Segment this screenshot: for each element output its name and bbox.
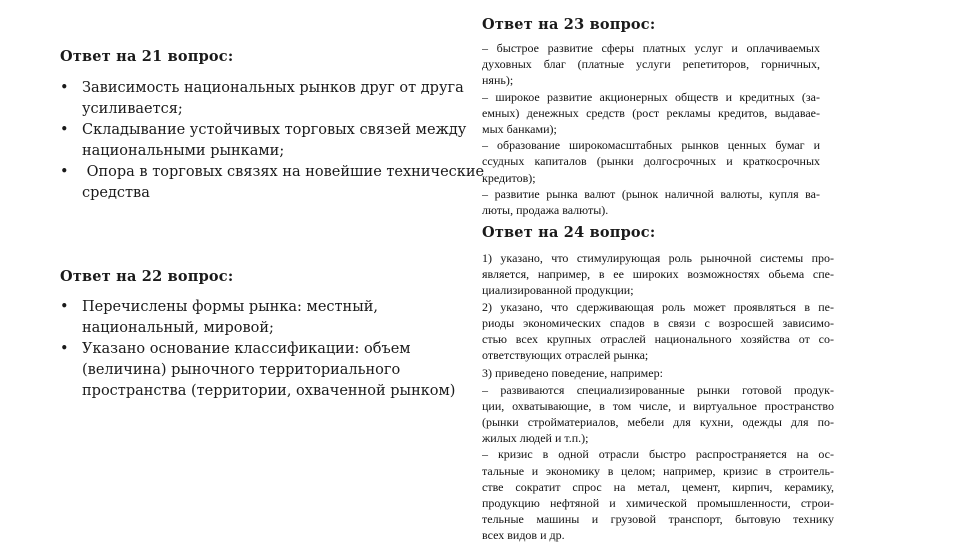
text-line: ции, охватывающие, в том числе, и виртуальное пространство xyxy=(482,398,834,413)
text-line: мых банками); xyxy=(482,122,557,137)
q23-heading: Ответ на 23 вопрос: xyxy=(482,16,656,33)
list-item-line: национальный, мировой; xyxy=(82,320,274,336)
list-item: • Опора в торговых связях на новейшие технические средства xyxy=(58,162,478,204)
text-line: всех видов и др. xyxy=(482,528,565,543)
q24-heading: Ответ на 24 вопрос: xyxy=(482,224,656,241)
text-line: тальные и экономику в целом; например, кризис в строитель- xyxy=(482,463,834,478)
text-line: ответствующих отраслей рынка; xyxy=(482,348,649,363)
list-item-line: (величина) рыночного территориального xyxy=(82,362,401,378)
text-line: 3) приведено поведение, например: xyxy=(482,366,663,381)
text-line: – развитие рынка валют (рынок наличной валюты, купля ва- xyxy=(482,186,820,201)
text-line: – быстрое развитие сферы платных услуг и оплачиваемых xyxy=(482,41,820,55)
list-item: • Перечислены формы рынка: местный, национальный, мировой; xyxy=(58,297,478,339)
q22-heading: Ответ на 22 вопрос: xyxy=(60,268,234,285)
text-line: духовных благ (платные услуги репетиторов, горничных, xyxy=(482,57,820,72)
text-line: – образование широкомасштабных рынков ценных бумаг и xyxy=(482,138,820,153)
text-line: стве сократит спрос на метал, цемент, кирпич, керамику, xyxy=(482,479,834,494)
list-item: • Зависимость национальных рынков друг от друга усиливается; xyxy=(58,78,478,120)
list-item-line: национальными рынками; xyxy=(82,143,285,159)
list-item: • Складывание устойчивых торговых связей между национальными рынками; xyxy=(58,120,478,162)
text-line: продукцию нефтяной и химической промышленности, строи- xyxy=(482,496,834,511)
list-item: • Указано основание классификации: объем (величина) рыночного территориального пространства (территории, охваченной рынком) xyxy=(58,339,478,402)
text-line: риоды экономических спадов в связи с возросшей зависимо- xyxy=(482,315,834,330)
list-item-line: Указано основание классификации: объем xyxy=(82,341,411,357)
q21-heading: Ответ на 21 вопрос: xyxy=(60,48,234,65)
list-item-line: пространства (территории, охваченной рынком) xyxy=(82,383,456,399)
list-item-line: Зависимость национальных рынков друг от друга xyxy=(82,80,464,96)
q21-list xyxy=(58,78,485,204)
text-line: (рынки стройматериалов, мебели для кухни, одежды для по- xyxy=(482,415,834,430)
text-line: емных) денежных средств (рост рекламы кредитов, выдавае- xyxy=(482,105,820,120)
text-line: – широкое развитие акционерных обществ и кредитных (за- xyxy=(482,89,820,104)
text-line: – развиваются специализированные рынки готовой продук- xyxy=(482,382,834,397)
text-line: люты, продажа валюты). xyxy=(482,203,609,218)
list-item-line: усиливается; xyxy=(82,101,183,117)
text-line: ссудных капиталов (рынки долгосрочных и краткосрочных xyxy=(482,154,820,169)
q22-list xyxy=(58,297,478,402)
list-item-line: Перечислены формы рынка: местный, xyxy=(82,299,379,315)
text-line: стью всех крупных отраслей национального хозяйства от со- xyxy=(482,332,834,347)
q24-text-block xyxy=(482,250,834,544)
text-line: нянь); xyxy=(482,73,514,88)
text-line: 1) указано, что стимулирующая роль рыночной системы про- xyxy=(482,251,834,265)
q23-text-block xyxy=(482,40,820,218)
text-line: кредитов); xyxy=(482,170,536,185)
list-item-line: Опора в торговых связях на новейшие технические xyxy=(82,164,485,180)
text-line: тельные машины и грузовой транспорт, бытовую технику xyxy=(482,512,834,527)
text-line: жилых людей и т.п.); xyxy=(482,431,589,446)
text-line: – кризис в одной отрасли быстро распространяется на ос- xyxy=(482,447,834,462)
list-item-line: Складывание устойчивых торговых связей между xyxy=(82,122,467,138)
list-item-line: средства xyxy=(82,185,150,201)
text-line: 2) указано, что сдерживающая роль может проявляться в пе- xyxy=(482,299,834,314)
text-line: циализированной продукции; xyxy=(482,283,634,298)
text-line: является, например, в ее широких возможностях обьема спе- xyxy=(482,267,834,282)
